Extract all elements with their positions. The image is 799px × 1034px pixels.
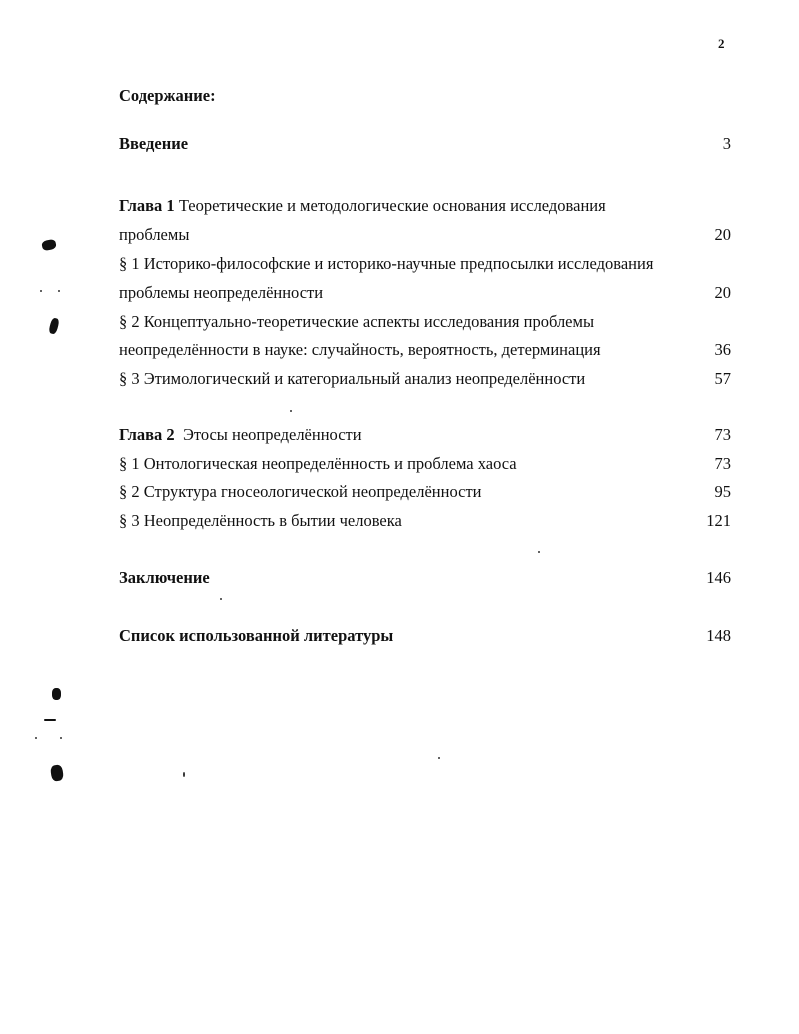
toc-chapter-1-prefix: Глава 1: [119, 196, 175, 215]
toc-ch2-section-3: § 3 Неопределённость в бытии человека: [119, 511, 402, 530]
toc-references-label: Список использованной литературы: [119, 626, 394, 645]
toc-chapter-1-title: [119, 196, 606, 216]
toc-chapter-2-title-text: Этосы неопределённости: [174, 425, 362, 444]
toc-chapter-1-title-line1: Теоретические и методологические основания исследования: [174, 196, 606, 215]
toc-intro-page: 3: [722, 134, 731, 153]
scan-speck: [50, 764, 64, 782]
toc-ch1-section-2-line2: неопределённости в науке: случайность, вероятность, детерминация: [119, 340, 601, 359]
toc-ch2-section-3-page: 121: [706, 511, 731, 530]
toc-ch2-section-1: § 1 Онтологическая неопределённость и проблема хаоса: [119, 454, 517, 473]
toc-ch2-section-1-page: 73: [714, 454, 731, 473]
scan-dot: [60, 737, 62, 739]
scan-dot: [40, 290, 42, 292]
scan-dot: [538, 551, 540, 553]
scan-dot: [220, 598, 222, 600]
toc-heading: Содержание:: [119, 86, 216, 105]
toc-ch1-section-1-line2: проблемы неопределённости: [119, 283, 324, 302]
toc-conclusion-label: Заключение: [119, 568, 210, 587]
toc-ch1-section-1-line1: § 1 Историко-философские и историко-научные предпосылки исследования: [119, 254, 654, 273]
toc-conclusion-page: 146: [706, 568, 731, 587]
toc-chapter-1-title-line2: проблемы: [119, 225, 190, 244]
toc-chapter-2-prefix: Глава 2: [119, 425, 175, 444]
toc-ch2-section-2: § 2 Структура гносеологической неопределённости: [119, 482, 482, 501]
toc-chapter-2-page: 73: [714, 425, 731, 444]
scan-speck: [44, 719, 56, 721]
page-number: 2: [718, 36, 725, 51]
scan-speck: [41, 239, 57, 252]
scan-speck: [48, 317, 60, 335]
toc-chapter-2-title: [119, 425, 362, 445]
scan-dot: [58, 290, 60, 292]
toc-ch1-section-2-line1: § 2 Концептуально-теоретические аспекты исследования проблемы: [119, 312, 595, 331]
toc-ch1-section-3-page: 57: [714, 369, 731, 388]
toc-ch1-section-2-page: 36: [714, 340, 731, 359]
toc-ch1-section-1-page: 20: [714, 283, 731, 302]
toc-references-page: 148: [706, 626, 731, 645]
toc-intro-label: Введение: [119, 134, 189, 153]
scan-speck: [52, 688, 61, 700]
toc-ch1-section-3: § 3 Этимологический и категориальный анализ неопределённости: [119, 369, 586, 388]
toc-chapter-1-page: 20: [714, 225, 731, 244]
scan-dot: [183, 772, 185, 777]
scan-dot: [438, 757, 440, 759]
scan-dot: [290, 410, 292, 412]
toc-ch2-section-2-page: 95: [714, 482, 731, 501]
scan-dot: [35, 737, 37, 739]
